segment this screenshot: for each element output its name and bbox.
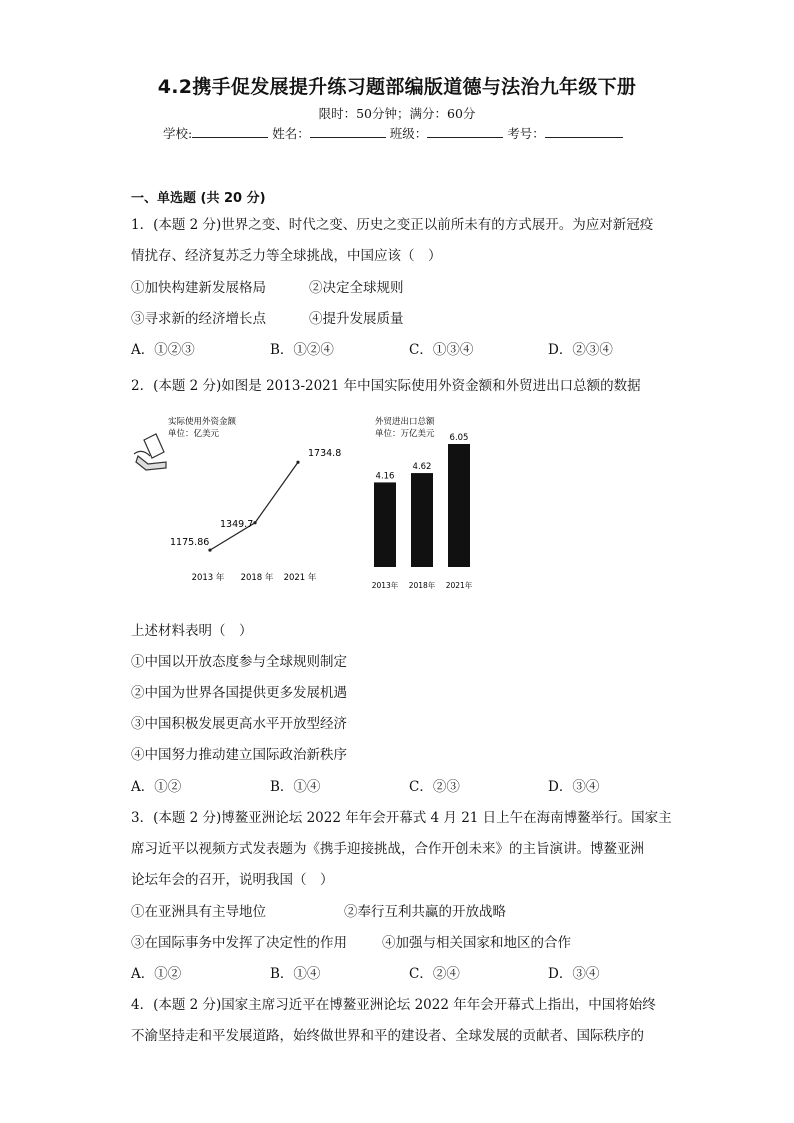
section-heading: 一、单选题 (共 20 分) [131,191,266,206]
fdi-data-label: 1349.7 [220,518,254,530]
q1-option-a[interactable]: A．①②③ [131,342,195,358]
page-title: 4.2携手促发展提升练习题部编版道德与法治九年级下册 [157,76,637,98]
q4-line1: 4．(本题 2 分)国家主席习近平在博鳌亚洲论坛 2022 年年会开幕式上指出，中国将始终 [131,997,656,1013]
q1-option-c[interactable]: C．①③④ [409,342,474,358]
q3-statement-1: ①在亚洲具有主导地位 [131,904,266,920]
q2-line1: 2．(本题 2 分)如图是 2013-2021 年中国实际使用外资金额和外贸进出口总额的数据 [131,378,641,394]
fdi-line-chart [168,416,341,583]
q3-line3: 论坛年会的召开，说明我国（ ） [131,872,334,888]
q2-option-c[interactable]: C．②③ [409,779,460,795]
school-label: 学校: [163,126,193,141]
q3-option-a[interactable]: A．①② [131,966,182,982]
q2-figure [130,412,490,597]
q3-statement-2: ②奉行互利共赢的开放战略 [344,904,506,920]
fdi-data-label: 1175.86 [170,537,210,549]
trade-chart-title: 外贸进出口总额 [375,417,435,427]
q3-option-b[interactable]: B．①④ [270,966,321,982]
q3-statement-4: ④加强与相关国家和地区的合作 [382,935,571,951]
q2-statement-2: ②中国为世界各国提供更多发展机遇 [131,685,347,701]
fdi-chart-title: 实际使用外资金额 [168,417,237,427]
trade-tick-label: 2013年 [371,581,399,590]
exam-meta: 限时：50分钟；满分：60分 [318,106,476,121]
q3-option-d[interactable]: D．③④ [548,966,600,982]
q1-statement-1: ①加快构建新发展格局 [131,280,266,296]
q1-statement-3: ③寻求新的经济增长点 [131,311,266,327]
q2-line2: 上述材料表明（ ） [131,623,253,639]
fdi-series-line [210,462,298,550]
class-label: 班级： [389,126,428,141]
q1-option-b[interactable]: B．①②④ [270,342,334,358]
fdi-point [296,461,299,464]
trade-data-label: 4.16 [375,471,395,482]
q1-line2: 情扰存、经济复苏乏力等全球挑战，中国应该（ ） [131,248,442,264]
trade-bar [411,473,433,567]
fdi-chart-unit: 单位：亿美元 [168,429,220,439]
trade-tick-label: 2021年 [445,581,473,590]
q3-statement-3: ③在国际事务中发挥了决定性的作用 [131,935,347,951]
q2-statement-4: ④中国努力推动建立国际政治新秩序 [131,747,347,763]
trade-bar [448,444,470,567]
trade-chart-unit: 单位：万亿美元 [375,429,435,439]
q1-statement-4: ④提升发展质量 [309,311,404,327]
q3-option-c[interactable]: C．②④ [409,966,460,982]
fdi-tick-label: 2021 年 [283,573,317,583]
money-hand-icon [134,434,166,470]
trade-data-label: 4.62 [412,462,432,473]
q1-line1: 1．(本题 2 分)世界之变、时代之变、历史之变正以前所未有的方式展开。为应对新冠疫 [131,217,654,233]
number-blank[interactable] [545,125,623,138]
student-info [163,124,623,142]
trade-bar [374,482,396,567]
number-label: 考号： [507,126,545,141]
trade-bar-chart [372,416,473,590]
name-label: 姓名： [272,126,310,141]
name-blank[interactable] [310,125,386,138]
q1-statement-2: ②决定全球规则 [309,280,404,296]
class-blank[interactable] [427,125,503,138]
school-blank[interactable] [192,125,268,138]
fdi-tick-label: 2013 年 [191,573,225,583]
fdi-point [253,521,256,524]
q4-line2: 不渝坚持走和平发展道路，始终做世界和平的建设者、全球发展的贡献者、国际秩序的 [131,1028,644,1044]
q2-option-d[interactable]: D．③④ [548,779,600,795]
q2-statement-3: ③中国积极发展更高水平开放型经济 [131,716,347,732]
trade-data-label: 6.05 [449,433,469,443]
q2-option-a[interactable]: A．①② [131,779,182,795]
fdi-point [208,548,211,551]
fdi-data-label: 1734.8 [308,448,342,460]
q1-option-d[interactable]: D．②③④ [548,342,613,358]
q3-line2: 席习近平以视频方式发表题为《携手迎接挑战，合作开创未来》的主旨演讲。博鳌亚洲 [131,841,644,857]
fdi-tick-label: 2018 年 [240,573,274,583]
trade-tick-label: 2018年 [408,581,436,590]
q3-line1: 3．(本题 2 分)博鳌亚洲论坛 2022 年年会开幕式 4 月 21 日上午在海南博鳌举行。国家主 [131,810,672,826]
q2-option-b[interactable]: B．①④ [270,779,321,795]
q2-statement-1: ①中国以开放态度参与全球规则制定 [131,654,347,670]
